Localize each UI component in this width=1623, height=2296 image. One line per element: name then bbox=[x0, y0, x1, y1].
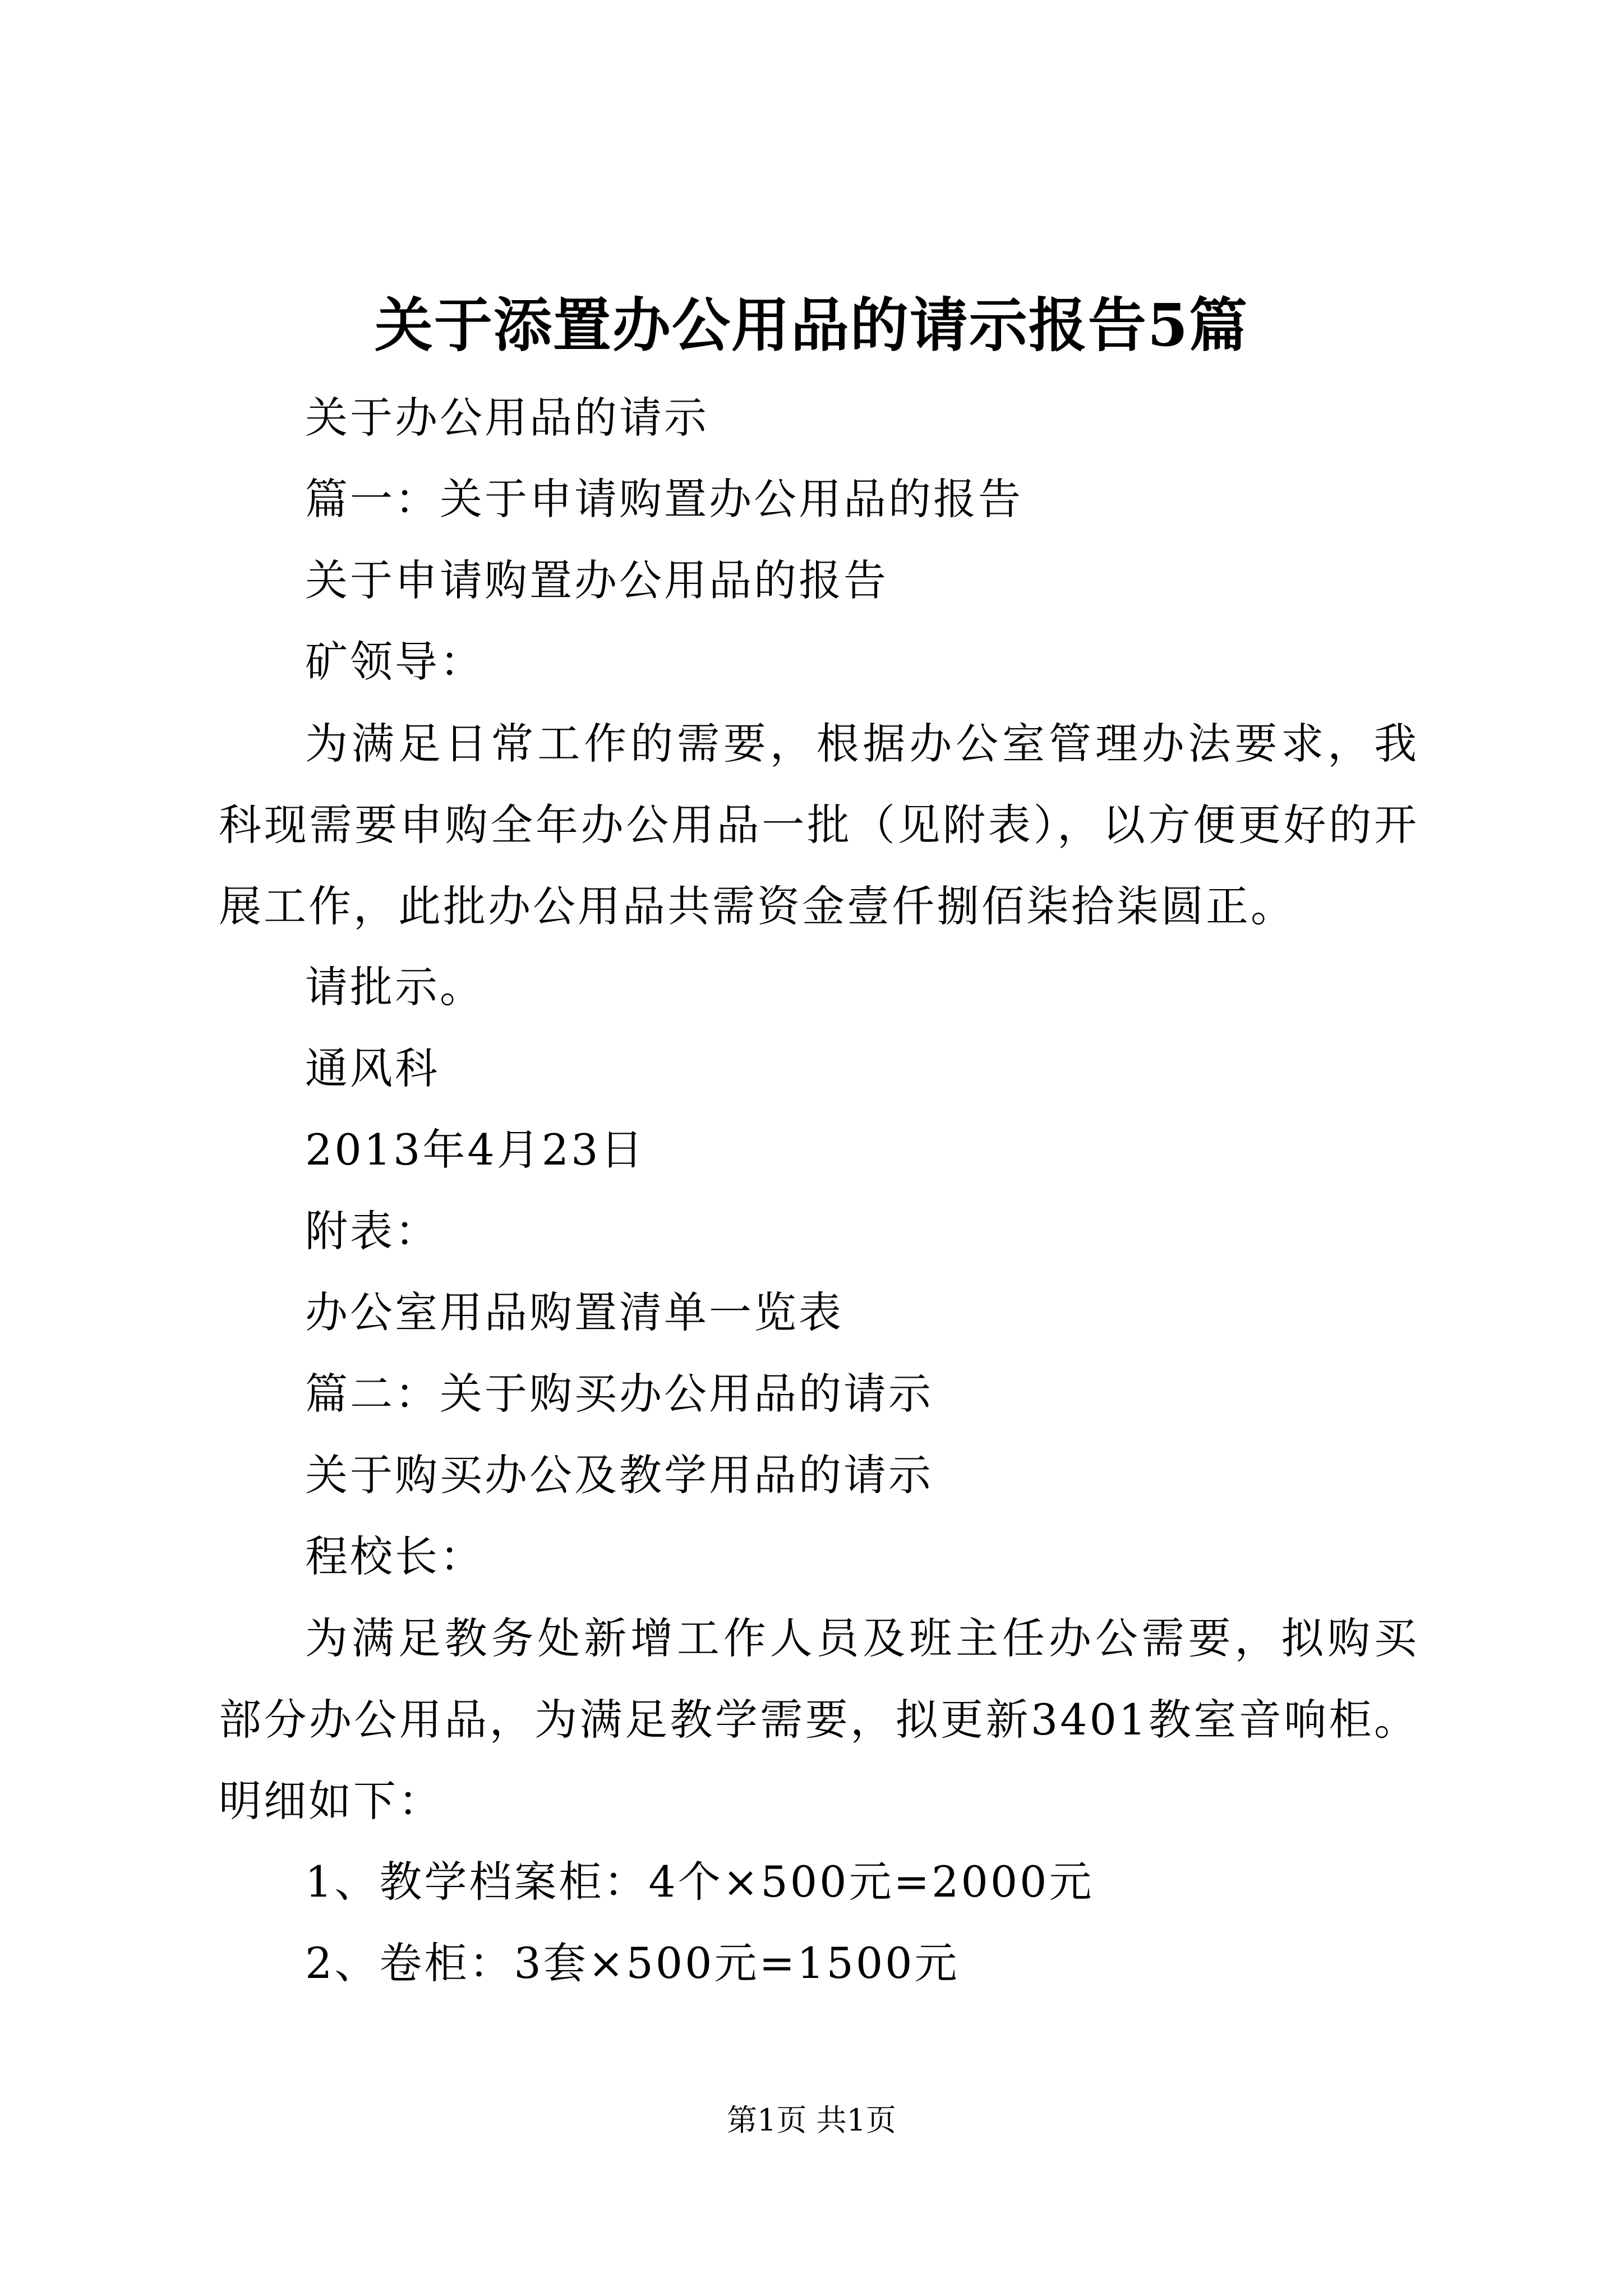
line-subtitle: 关于办公用品的请示 bbox=[305, 393, 709, 443]
line-part-two-heading: 篇二：关于购买办公用品的请示 bbox=[305, 1369, 933, 1419]
line-item-1: 1、教学档案柜：4个×500元=2000元 bbox=[305, 1857, 1094, 1907]
line-attachment-title: 办公室用品购置清单一览表 bbox=[305, 1287, 843, 1337]
paragraph-purchase-body: 为满足教务处新增工作人员及班主任办公需要，拟购买部分办公用品，为满足教学需要，拟更新3401教室音响柜。明细如下： bbox=[219, 1613, 1419, 1826]
line-request-title-2: 关于购买办公及教学用品的请示 bbox=[305, 1450, 933, 1500]
line-report-title: 关于申请购置办公用品的报告 bbox=[305, 555, 888, 605]
line-part-one-heading: 篇一：关于申请购置办公用品的报告 bbox=[305, 474, 1023, 524]
line-salutation-2: 程校长： bbox=[305, 1531, 485, 1581]
line-request-approval: 请批示。 bbox=[305, 962, 485, 1012]
line-attachment-label: 附表： bbox=[305, 1206, 440, 1256]
paragraph-request-body: 为满足日常工作的需要，根据办公室管理办法要求，我科现需要申购全年办公用品一批（见附表），以方便更好的开展工作，此批办公用品共需资金壹仟捌佰柒拾柒圆正。 bbox=[219, 719, 1419, 931]
document-title: 关于添置办公用品的请示报告5篇 bbox=[374, 291, 1249, 360]
page-footer: 第1页 共1页 bbox=[727, 2102, 896, 2138]
line-item-2: 2、卷柜：3套×500元=1500元 bbox=[305, 1938, 960, 1988]
line-salutation-1: 矿领导： bbox=[305, 637, 485, 687]
line-date: 2013年4月23日 bbox=[305, 1125, 645, 1175]
line-department: 通风科 bbox=[305, 1043, 440, 1093]
